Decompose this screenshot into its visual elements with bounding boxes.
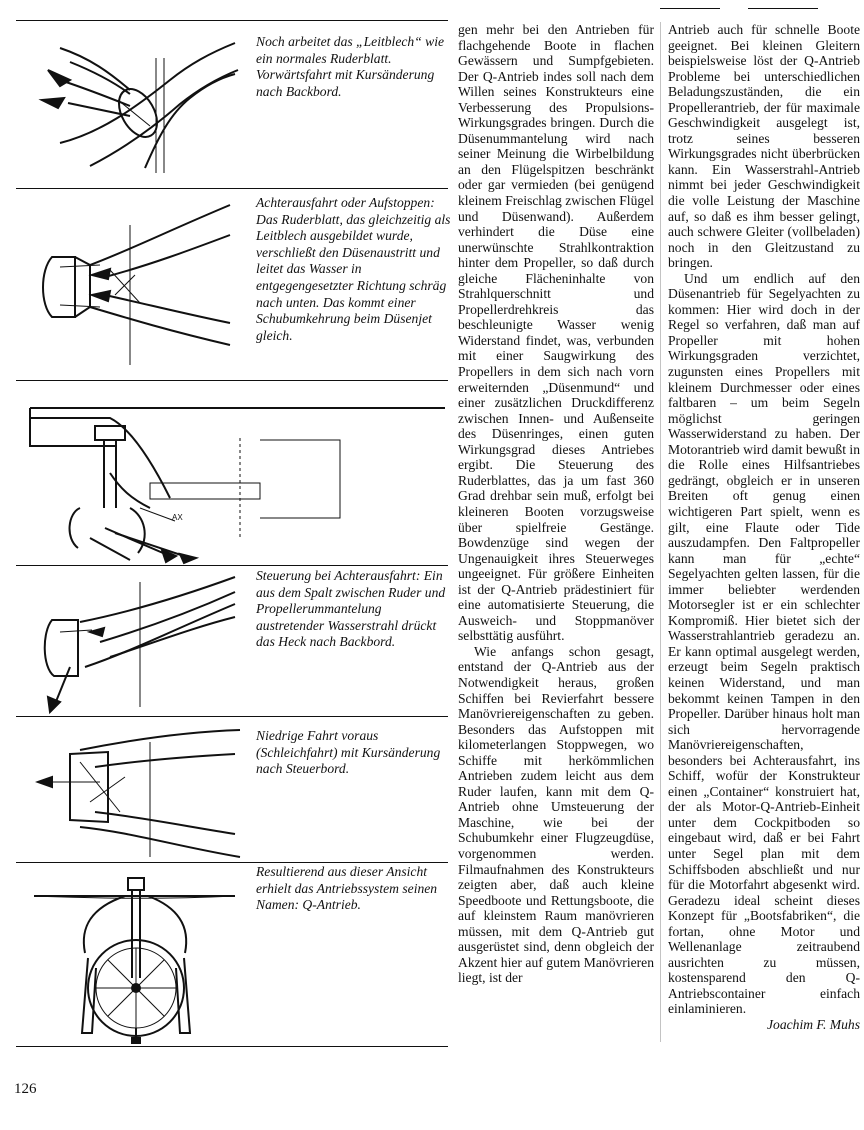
- diagram-astern-stopping: [30, 195, 245, 375]
- top-rule-right: [660, 8, 720, 9]
- top-rule-right: [748, 8, 818, 9]
- figure-divider: [16, 380, 448, 381]
- figure-divider: [16, 565, 448, 566]
- diagram-steering-astern: [30, 572, 245, 712]
- page-number: 126: [14, 1081, 37, 1097]
- figure-caption: Achterausfahrt oder Aufstoppen: Das Ruderblatt, das gleichzeitig als Leitblech ausgebildet wurde, verschließt den Düsenaustritt und leitet das Wasser in entgegengesetzter Richtung schräg nach unten. Das kommt einer Schubumkehrung beim Düsenjet gleich.: [256, 195, 451, 343]
- figure-caption: Niedrige Fahrt voraus (Schleichfahrt) mit Kursänderung nach Steuerbord.: [256, 728, 441, 777]
- article-column-1: [458, 22, 654, 986]
- figure-caption: Noch arbeitet das „Leitblech“ wie ein normales Ruderblatt. Vorwärtsfahrt mit Kursänderung nach Backbord.: [256, 34, 445, 99]
- diagram-section-view: [20, 388, 450, 563]
- figure-divider: [16, 862, 448, 863]
- figure-caption: Resultierend aus dieser Ansicht erhielt das Antriebssystem seinen Namen: Q-Antrieb.: [256, 864, 438, 913]
- diagram-slow-forward: [30, 722, 245, 860]
- figure-divider: [16, 716, 448, 717]
- diagram-axis-label: AX: [172, 513, 183, 522]
- figure-divider: [16, 188, 448, 189]
- body-paragraph: Wie anfangs schon gesagt, entstand der Q-Antrieb aus der Notwendigkeit heraus, großen Schiffen bei Revierfahrt bessere Manövriereigenschaften zu geben. Besonders das Aufstoppen mit kilometerlangen Stoppwegen, wo Schiffe mit herkömmlichen Antrieben zudem leicht aus dem Ruder laufen, kann mit dem Q-Antrieb ohne Umsteuerung der Maschine, wie bei der Schubumkehr einer Flugzeugdüse, vorgenommen werden. Filmaufnahmen des Konstrukteurs zeigten aber, daß auch kleine Speedboote und Rettungsboote, die auf kleinstem Raum manövrieren müssen, mit dem Q-Antrieb gut ausgerüstet sind, denn obgleich der Akzent hier auf gutem Manövrieren liegt, ist der: [458, 643, 654, 986]
- figure-caption: Steuerung bei Achterausfahrt: Ein aus dem Spalt zwischen Ruder und Propellerummantelung austretender Wasserstrahl drückt das Heck nach Backbord.: [256, 568, 446, 650]
- diagram-forward-rudder: [30, 28, 245, 178]
- diagram-front-view: [30, 868, 245, 1044]
- figure-divider: [16, 20, 448, 21]
- column-divider: [660, 22, 661, 1042]
- body-paragraph: Und um endlich auf den Düsenantrieb für Segelyachten zu kommen: Hier wird doch in der Regel so verfahren, daß man auf Propeller mit hohen Wirkungsgraden verzichtet, zugunsten eines Propellers mit kleinem Durchmesser oder eines faltbaren – um beim Segeln möglichst geringen Wasserwiderstand zu haben. Der Motorantrieb wird damit bewußt in die Rolle eines Hilfsantriebes gedrängt, obgleich er in unseren Breiten oft genug einen wichtigeren Part spielt, wenn es gilt, eine Flaute oder Tide auszudampfen. Den Faltpropeller kann man für „echte“ Segelyachten gelten lassen, für die immer beliebter werdenden Motorsegler ist er ein schlechter Kompromiß. Hier bietet sich der Wasserstrahlantrieb geradezu an. Er kann optimal ausgelegt werden, erzeugt beim Segeln praktisch keinen Widerstand, und man bekommt keinen Tampen in den Propeller. Darüber hinaus holt man sich hervorragende Manövriereigenschaften, besonders bei Achterausfahrt, ins Schiff, wofür der Konstrukteur einen „Container“ konstruiert hat, der als Motor-Q-Antrieb-Einheit unter dem Cockpitboden so eingebaut wird, daß er bei Fahrt unter Segel plan mit dem Schiffsboden abschließt und nur für die Motorfahrt abgesenkt wird. Geradezu ideal scheint dieses Konzept für „Bootsfabriken“, die fortan, ohne Motor und Wellenanlage zeitraubend ausrichten zu müssen, kostensparend den Q-Antriebscontainer einfach einlaminieren.: [668, 270, 860, 1017]
- article-column-2: [668, 22, 860, 1033]
- figure-divider: [16, 1046, 448, 1047]
- body-paragraph: Antrieb auch für schnelle Boote geeignet. Bei kleinen Gleitern beispielsweise löst der Q-Antrieb Probleme bei unterschiedlichen Beladungszuständen, die ein Propellerantrieb, der für maximale Geschwindigkeit ausgelegt ist, trotz seines besseren Wirkungsgrades nicht überbrücken kann. Ein Wasserstrahl-Antrieb nimmt bei jeder Geschwindigkeit die volle Leistung der Maschine auf, so daß es ihm besser gelingt, auch schwere Gleiter (vollbeladen) noch in den Gleitzustand zu bringen.: [668, 22, 860, 271]
- author-signature: Joachim F. Muhs: [766, 1017, 860, 1032]
- body-paragraph: gen mehr bei den Antrieben für flachgehende Boote in flachen Gewässern und Sumpfgebieten. Der Q-Antrieb indes soll nach dem Willen seines Konstrukteurs eine Verbesserung des Propulsions-Wirkungsgrades bringen. Durch die Düsenummantelung wird nach seiner Meinung die Wirbelbildung an den Flügelspitzen beschränkt oder gar vermieden (bei genügend kleinem Freischlag zwischen Flügel und Düsenwand). Außerdem verhindert die Düse eine unerwünschte Strahlkontraktion hinter dem Propeller, so daß durch gleiche Flächeninhalte von Strahlquerschnitt und Propellerdrehkreis das beschleunigte Wasser wenig Widerstand findet, was, verbunden mit einer Saugwirkung des Propellers in dem sich nach vorn erweiternden „Düsenmund“ und einer zusätzlichen Druckdifferenz zwischen Innen- und Außenseite des Düsenringes, einen guten Wirkungsgrad dieses Antriebes ergibt. Die Steuerung des Ruderblattes, das ja um fast 360 Grad drehbar sein muß, erfolgt bei kleineren Booten vorzugsweise über spielfreie Gestänge. Bowdenzüge sind wegen der Ungenauigkeit ihres Steuerweges ungeeignet. Für größere Einheiten ist der Q-Antrieb prädestiniert für eine automatisierte Steuerung, die Ausweich- und Stoppmanöver selbsttätig ausführt.: [458, 22, 654, 644]
